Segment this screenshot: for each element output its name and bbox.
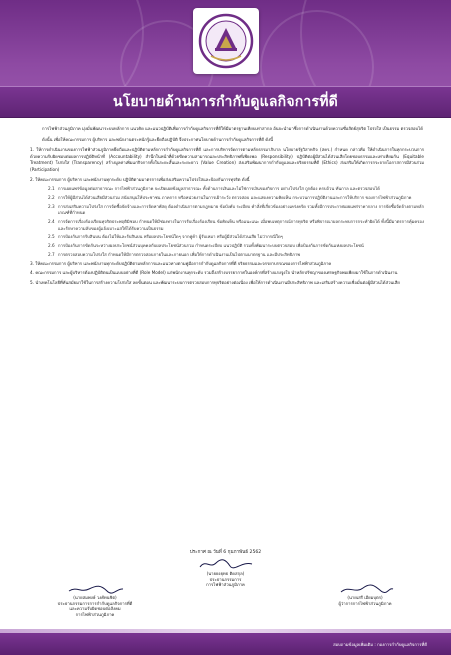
policy-item-5: 5. นำเทคโนโลยีที่ทันสมัยมาใช้ในการสร้างความโปร่งใส ลดขั้นตอน และพัฒนาระบบการตรวจสอบการทุจริตอย่างต่อเนื่อง เพื่อให้การดำเนินงานมีประสิทธิภาพ และเสริมสร้างความเชื่อมั่นต่อผู้มีส่วนได้ส่วนเสีย xyxy=(30,280,400,285)
signer-name: (นายยงยุทธ ติดสกุล) xyxy=(206,571,245,576)
signer-role: ประธานกรรมการ xyxy=(209,576,242,582)
header-banner xyxy=(0,0,451,118)
list-item xyxy=(48,234,424,241)
list-item xyxy=(48,186,424,193)
page-title: นโยบายด้านการกำกับดูแลกิจการที่ดี xyxy=(113,94,338,110)
subitem-list xyxy=(30,186,424,258)
policy-item-3: 3. ให้คณะกรรมการ ผู้บริหาร และพนักงานทุกระดับปฏิบัติตามหลักการและแนวทางตามคู่มือการกำกับดูแลกิจการที่ดี จริยธรรมและจรรยาบรรณของการไฟฟ้าส่วนภูมิภาค xyxy=(30,260,332,266)
subitem-text: การส่งเสริมความโปร่งใส การจัดซื้อจัดจ้างและการจัดหาพัสดุ ต้องดำเนินการตามกฎหมาย ข้อบังคับ ระเบียบ คำสั่งที่เกี่ยวข้องอย่างเคร่งครัด รวมทั้งมีการประกาศเผยแพร่ราคากลาง การจัดซื้อจัดจ้างตามหลักเกณฑ์ที่กำหนด xyxy=(58,203,424,216)
footer-text: สอบถามข้อมูลเพิ่มเติม : กองการกำกับดูแลกิจการที่ดี xyxy=(333,641,427,647)
policy-item-4: 4. คณะกรรมการ และผู้บริหารต้องปฏิบัติตนเป็นแบบอย่างที่ดี (Role Model) แก่พนักงานทุกระดับ รวมถึงสร้างบรรยากาศในองค์กรที่สร้างแรงจูงใจ นำหลักปรัชญาของเศรษฐกิจพอเพียงมาใช้ในการดำเนินงาน xyxy=(30,270,398,276)
subitem-text: การตรวจสอบความโปร่งใส กำหนดให้มีการตรวจสอบภายในและภายนอก เพื่อให้การดำเนินงานเป็นไปตามมาตรฐาน และมีประสิทธิภาพ xyxy=(58,252,301,258)
subitem-text: การเผยแพร่ข้อมูลต่อสาธารณะ การไฟฟ้าส่วนภูมิภาค จะเปิดเผยข้อมูลสาธารณะ ทั้งด้านการเงินและไม่ใช่การเงินของกิจการ อย่างโปร่งใส ถูกต้อง ครบถ้วน ทันกาล และตรวจสอบได้ xyxy=(58,186,380,192)
subitem-number: 2.5 xyxy=(48,234,55,240)
handwritten-signature-icon xyxy=(335,583,395,595)
signature-block-chairman xyxy=(150,557,301,588)
list-item xyxy=(48,195,424,202)
handwritten-signature-icon xyxy=(196,557,256,571)
announcement-date: ประกาศ ณ วันที่ 6 กุมภาพันธ์ 2562 xyxy=(189,550,262,555)
document-body xyxy=(30,126,424,290)
signer-role: ผู้ว่าการการไฟฟ้าส่วนภูมิภาค xyxy=(338,600,392,606)
intro-paragraph: การไฟฟ้าส่วนภูมิภาค มุ่งมั่นพัฒนาระบบหลักการ แนวคิด และแนวปฏิบัติเพื่อการกำกับดูแลกิจการที่ดีให้มีมาตรฐานเทียบเท่าสากล อันจะนำมาซึ่งการดำเนินงานด้วยความซื่อสัตย์สุจริต โปร่งใส เป็นธรรม ตรวจสอบได้ xyxy=(42,126,423,131)
organization-seal-icon xyxy=(193,8,259,74)
subitem-number: 2.1 xyxy=(48,186,55,192)
signer-role: การไฟฟ้าส่วนภูมิภาค xyxy=(206,582,245,588)
lead-paragraph: ดังนั้น เพื่อให้คณะกรรมการ ผู้บริหาร และพนักงานตระหนักรู้และยึดถือปฏิบัติ จึงประกาศนโยบายด้านการกำกับดูแลกิจการที่ดี ดังนี้ xyxy=(42,136,273,142)
signer-role: การไฟฟ้าส่วนภูมิภาค xyxy=(75,611,115,617)
policy-item-2: 2. ให้คณะกรรมการ ผู้บริหาร และพนักงานทุกระดับ ปฏิบัติตามมาตรการเพื่อส่งเสริมความโปร่งใสและป้องกันการทุจริต ดังนี้ xyxy=(30,176,250,182)
footer-band xyxy=(0,633,451,655)
subitem-number: 2.3 xyxy=(48,203,55,209)
title-bar xyxy=(0,86,451,118)
subitem-text: การป้องกันการรับสินบน ต้องไม่ให้และรับสินบน หรือผลประโยชน์ใดๆ จากคู่ค้า ผู้รับเหมา หรือผู้มีส่วนได้ส่วนเสีย ไม่ว่ากรณีใดๆ xyxy=(58,234,283,240)
signer-role: และความรับผิดชอบต่อสังคม xyxy=(69,606,121,612)
subitem-text: การจัดการเรื่องร้องเรียนทุจริตประพฤติมิชอบ กำหนดให้มีช่องทางในการรับเรื่องร้องเรียน ข้อคิดเห็น หรือแนะแนะ เมื่อพบเหตุการณ์การทุจริต หรือพิจารณาผลกระทบการกระทำผิดได้ ทั้งนี้มีมาตรการคุ้มครองและรักษาความลับของผู้แจ้งเบาะแสให้ได้รับความเป็นธรรม xyxy=(58,219,424,231)
subitem-text: การให้ผู้มีส่วนได้ส่วนเสียมีส่วนร่วม สนับสนุนให้ประชาชน ภาคการ หรือหน่วยงานในการเฝ้าระวัง ตรวจสอบ และแสดงความคิดเห็น กระบวนการปฏิบัติงานและการให้บริการ ของการไฟฟ้าส่วนภูมิภาค xyxy=(58,194,412,200)
policy-item-1: 1. ให้การดำเนินงานของการไฟฟ้าส่วนภูมิภาคยึดถือและปฏิบัติตามหลักการกำกับดูแลกิจการที่ดี และการบริหารจัดการตามหลักธรรมาภิบาล นโยบายรัฐวิสาหกิจ (สคร.) กำหนด กล่าวคือ ให้ดำเนินการในทุกกระบวนการด้วยความรับผิดชอบต่อผลการปฏิบัติหน้าที่ (Accountability) สำนึกในหน้าที่ด้วยขีดความสามารถและประสิทธิภาพที่เพียงพอ (Responsibility) ปฏิบัติต่อผู้มีส่วนได้ส่วนเสียโดยชอบธรรมและเท่าเทียมกัน (Equitable Treatment) โปร่งใส (Transparency) สร้างมูลค่าเพิ่มแก่กิจการทั้งในระยะสั้นและระยะยาว (Value Creation) ส่งเสริมพัฒนาการกำกับดูแลและจริยธรรมที่ดี (Ethics) ส่งเสริมให้เกิดการกระจายโอกาสการมีส่วนร่วม (Participation) xyxy=(30,147,424,172)
subitem-number: 2.2 xyxy=(48,194,55,200)
subitem-number: 2.7 xyxy=(48,252,55,258)
signature-block-committee xyxy=(30,583,160,617)
signer-role: ประธานกรรมการการกำกับดูแลกิจการที่ดี xyxy=(57,600,133,606)
list-item xyxy=(48,204,424,217)
subitem-number: 2.6 xyxy=(48,243,55,249)
subitem-number: 2.4 xyxy=(48,219,55,225)
list-item xyxy=(48,252,424,259)
list-item xyxy=(48,243,424,250)
handwritten-signature-icon xyxy=(65,583,125,595)
signature-block-governor xyxy=(300,583,430,606)
subitem-text: การป้องกันการขัดกันระหว่างผลประโยชน์ส่วนบุคคลกับผลประโยชน์ส่วนรวม กำหนดระเบียบ แนวปฏิบัติ รวมทั้งพัฒนาระบบตรวจสอบ เพื่อป้องกันการขัดกันแห่งผลประโยชน์ xyxy=(58,243,364,249)
signer-name: (นายเสรี เอียมบุตร) xyxy=(347,595,383,600)
list-item xyxy=(48,219,424,232)
signer-name: (นายสมพงษ์ วงศ์ทนชิต) xyxy=(73,595,117,600)
